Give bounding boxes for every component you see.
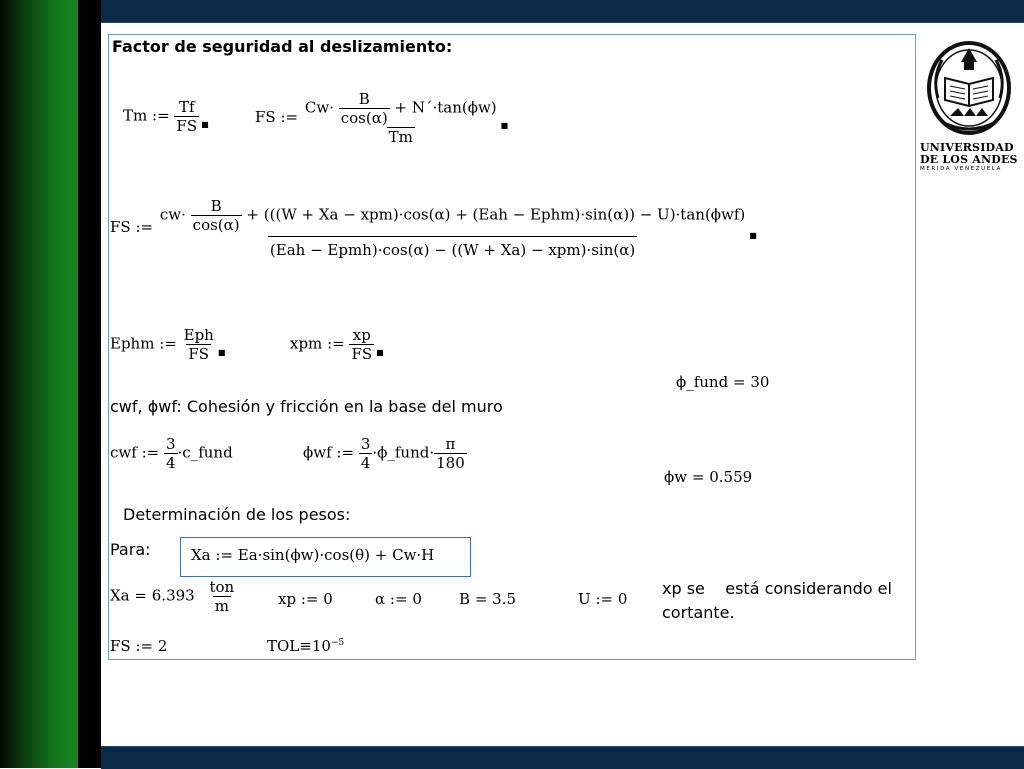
phi-fund-result: [676, 373, 769, 391]
cohesion-description: cwf, ϕwf: Cohesión y fricción en la base del muro: [110, 397, 503, 416]
fs1-numerator: [303, 90, 499, 127]
tm-fraction: [174, 98, 199, 135]
fs1-denominator: Tm: [388, 128, 413, 146]
phiw-value: 0.559: [709, 468, 753, 486]
fs1-inner-fraction: [339, 90, 390, 127]
xa-name: Xa: [110, 586, 130, 605]
fs2-lhs: FS: [110, 218, 131, 236]
cwf-lhs: cwf: [110, 443, 137, 462]
phiwf-lhs: ϕwf: [303, 443, 332, 462]
alpha-name: α: [375, 590, 386, 608]
ephm-numerator: Eph: [183, 326, 214, 344]
logo-line-3: MERIDA VENEZUELA: [920, 166, 1002, 172]
xa-unit-den: m: [214, 597, 229, 615]
assign-symbol: :=: [595, 590, 614, 608]
assign-symbol: :=: [141, 443, 160, 462]
fs2-num-post: + (((W + Xa − xpm)·cos(α) + (Eah − Ephm)·sin(α)) − U)·tan(ϕwf): [246, 205, 746, 224]
assign-symbol: :=: [159, 334, 177, 353]
fs1-inner-post: + N´·tan(ϕw): [394, 98, 497, 117]
bottom-footer-bar: [101, 746, 1024, 769]
section-title: Factor de seguridad al deslizamiento:: [112, 37, 453, 56]
xp-note-line-2: cortante.: [662, 603, 735, 622]
xp-note: [662, 577, 892, 625]
fs-equation-2: [110, 197, 757, 259]
logo-line-1: UNIVERSIDAD: [920, 141, 1014, 154]
xa-definition-box[interactable]: Xa := Ea·sin(ϕw)·cos(θ) + Cw·H: [180, 537, 471, 577]
region-marker: ■: [749, 231, 757, 240]
phiwf-fraction-2: [434, 435, 467, 472]
region-marker: ■: [217, 347, 226, 357]
cwf-equation: [110, 435, 233, 472]
left-black-strip: [78, 0, 101, 768]
tol-base: 10: [311, 637, 331, 655]
region-marker: ■: [500, 121, 509, 130]
xa-unit-num: ton: [209, 578, 235, 596]
cwf-numerator: 3: [165, 435, 176, 453]
cwf-post: ·c_fund: [177, 443, 233, 462]
phiwf-mid: ·ϕ_fund·: [372, 443, 435, 462]
tm-denominator: FS: [176, 117, 198, 135]
university-logo: [920, 38, 1018, 178]
fs-equation-1: [255, 90, 508, 146]
xa-result: [110, 578, 236, 615]
phi-fund-name: ϕ_fund: [676, 373, 729, 391]
fs1-inner-pre: Cw·: [304, 98, 334, 117]
xpm-fraction: [349, 326, 374, 363]
tol-definition: [267, 637, 344, 655]
xpm-numerator: xp: [352, 326, 371, 344]
cwf-fraction: [164, 435, 178, 472]
equals-symbol: =: [691, 468, 705, 486]
phiw-name: ϕw: [664, 468, 688, 486]
ephm-lhs: Ephm: [110, 334, 155, 353]
xpm-denominator: FS: [351, 345, 373, 363]
u-value: 0: [617, 590, 628, 608]
fs2-fraction: [158, 197, 747, 259]
xp-value: 0: [323, 590, 333, 608]
xpm-equation: [290, 326, 384, 363]
phiwf-denominator-1: 4: [360, 454, 371, 472]
fs1-fraction: [303, 90, 499, 146]
phiwf-denominator-2: 180: [436, 454, 465, 472]
assign-symbol: :=: [135, 218, 154, 236]
xa-unit: [208, 578, 237, 615]
fs2-numerator: [158, 197, 747, 236]
university-seal-icon: [920, 38, 1018, 138]
logo-line-2: DE LOS ANDES: [920, 153, 1018, 166]
ephm-equation: [110, 326, 225, 363]
fs1-inner-num: B: [358, 90, 370, 108]
b-name: B: [459, 590, 471, 608]
fs1-lhs: FS: [255, 108, 276, 126]
xp-name: xp: [278, 590, 297, 608]
fs-name: FS: [110, 637, 131, 655]
tol-name: TOL: [267, 637, 300, 655]
fs2-num-pre: cw·: [159, 205, 186, 224]
phiwf-fraction-1: [359, 435, 373, 472]
fs-value: 2: [157, 637, 168, 655]
xa-value: 6.393: [151, 586, 195, 605]
cwf-denominator: 4: [165, 454, 176, 472]
region-marker: ■: [201, 119, 209, 129]
fs-assign: [110, 637, 167, 655]
assign-symbol: :=: [327, 334, 345, 353]
phiwf-equation: [303, 435, 467, 472]
fs2-num-frac-num: B: [210, 197, 222, 215]
equals-symbol: =: [732, 373, 746, 391]
phiw-result: [664, 468, 752, 486]
equals-symbol: =: [474, 590, 488, 608]
fs1-inner-den: cos(α): [340, 109, 388, 127]
u-name: U: [578, 590, 591, 608]
tol-exp: −5: [330, 638, 345, 648]
assign-symbol: :=: [280, 108, 299, 126]
u-assign: [578, 590, 627, 608]
assign-symbol: :=: [300, 590, 319, 608]
xp-assign: [278, 590, 333, 608]
b-value: 3.5: [492, 590, 517, 608]
assign-symbol: :=: [135, 637, 154, 655]
region-marker: ■: [376, 347, 384, 357]
assign-symbol: :=: [336, 443, 355, 462]
tol-op: ≡: [299, 637, 312, 655]
tm-lhs: Tm: [123, 106, 148, 125]
para-label: Para:: [110, 540, 151, 559]
tm-equation: [123, 98, 209, 135]
assign-symbol: :=: [152, 106, 170, 125]
alpha-value: 0: [412, 590, 422, 608]
top-header-bar: [101, 0, 1024, 23]
pesos-heading: Determinación de los pesos:: [123, 505, 351, 524]
fs2-num-frac-den: cos(α): [192, 216, 240, 234]
b-result: [459, 590, 516, 608]
fs2-num-fraction: [191, 197, 242, 234]
ephm-fraction: [182, 326, 216, 363]
phiwf-numerator-1: 3: [360, 435, 371, 453]
ephm-denominator: FS: [188, 345, 210, 363]
fs2-denominator: (Eah − Epmh)·cos(α) − ((W + Xa) − xpm)·sin(α): [268, 236, 637, 259]
phiwf-numerator-2: π: [445, 435, 456, 453]
alpha-assign: [375, 590, 422, 608]
left-green-bar: [0, 0, 78, 768]
tm-numerator: Tf: [178, 98, 195, 116]
xp-note-line-1: xp se está considerando el: [662, 579, 892, 598]
equals-symbol: =: [134, 586, 147, 605]
xpm-lhs: xpm: [290, 334, 323, 353]
phi-fund-value: 30: [750, 373, 770, 391]
assign-symbol: :=: [389, 590, 408, 608]
